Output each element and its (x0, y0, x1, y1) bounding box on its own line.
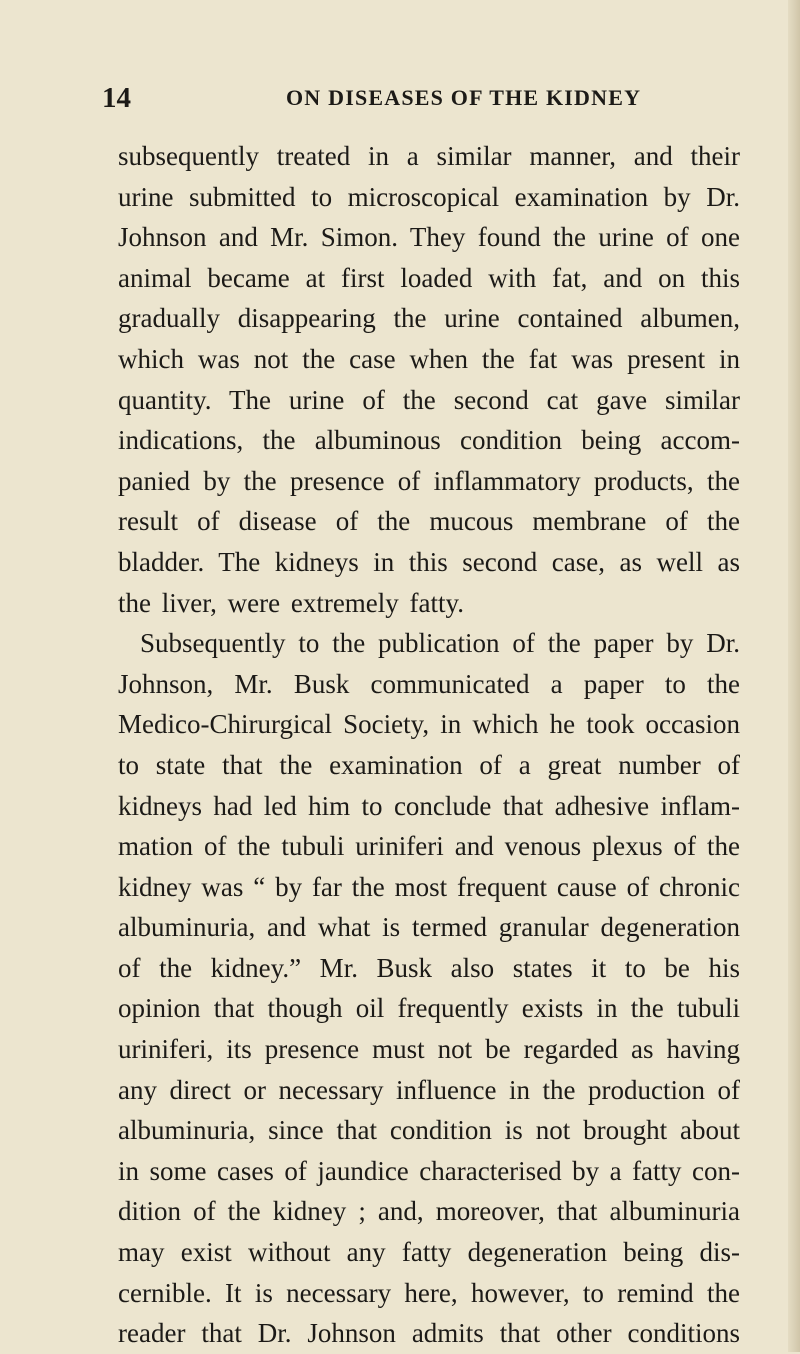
text-line: in some cases of jaundice characterised by a fatty con- (118, 1155, 740, 1186)
text-line: Medico-Chirurgical Society, in which he took occasion (118, 709, 740, 740)
page-edge (788, 0, 800, 1352)
text-line: reader that Dr. Johnson admits that other conditions (118, 1318, 740, 1349)
text-line: Johnson and Mr. Simon. They found the urine of one (118, 222, 740, 253)
body-text (118, 136, 740, 1354)
text-line: animal became at first loaded with fat, and on this (118, 262, 740, 293)
text-line: albuminuria, since that condition is not brought about (118, 1115, 740, 1146)
text-line: panied by the presence of inflammatory products, the (118, 465, 740, 496)
text-line: indications, the albuminous condition being accom- (118, 425, 740, 456)
text-line: mation of the tubuli uriniferi and venous plexus of the (118, 831, 740, 862)
text-line: opinion that though oil frequently exists in the tubuli (118, 993, 740, 1024)
text-line: uriniferi, its presence must not be regarded as having (118, 1034, 740, 1065)
text-line: subsequently treated in a similar manner, and their (118, 141, 740, 171)
text-line: urine submitted to microscopical examination by Dr. (118, 181, 740, 212)
text-line: gradually disappearing the urine contained albumen, (118, 303, 740, 334)
text-line: cernible. It is necessary here, however, to remind the (118, 1277, 740, 1308)
text-line: quantity. The urine of the second cat gave similar (118, 384, 740, 415)
text-line: result of disease of the mucous membrane of the (118, 506, 740, 537)
page-number: 14 (102, 82, 131, 114)
paragraph-start-line: Subsequently to the publication of the paper by Dr. (140, 628, 740, 659)
running-head (100, 78, 740, 118)
text-line: to state that the examination of a great number of (118, 749, 740, 780)
text-line: may exist without any fatty degeneration being dis- (118, 1237, 740, 1268)
text-line: Johnson, Mr. Busk communicated a paper to the (118, 668, 740, 699)
text-line: dition of the kidney ; and, moreover, that albuminuria (118, 1196, 740, 1227)
text-line: kidney was “ by far the most frequent cause of chronic (118, 871, 740, 902)
text-line: which was not the case when the fat was present in (118, 343, 740, 374)
paragraph-end-line: the liver, were extremely fatty. (118, 587, 465, 618)
text-line: of the kidney.” Mr. Busk also states it to be his (118, 952, 740, 983)
text-line: any direct or necessary influence in the production of (118, 1074, 740, 1105)
running-title: ON DISEASES OF THE KIDNEY (286, 85, 642, 110)
text-line: bladder. The kidneys in this second case, as well as (118, 546, 740, 577)
text-line: albuminuria, and what is termed granular degeneration (118, 912, 740, 943)
text-line: kidneys had led him to conclude that adhesive inflam- (118, 790, 740, 821)
